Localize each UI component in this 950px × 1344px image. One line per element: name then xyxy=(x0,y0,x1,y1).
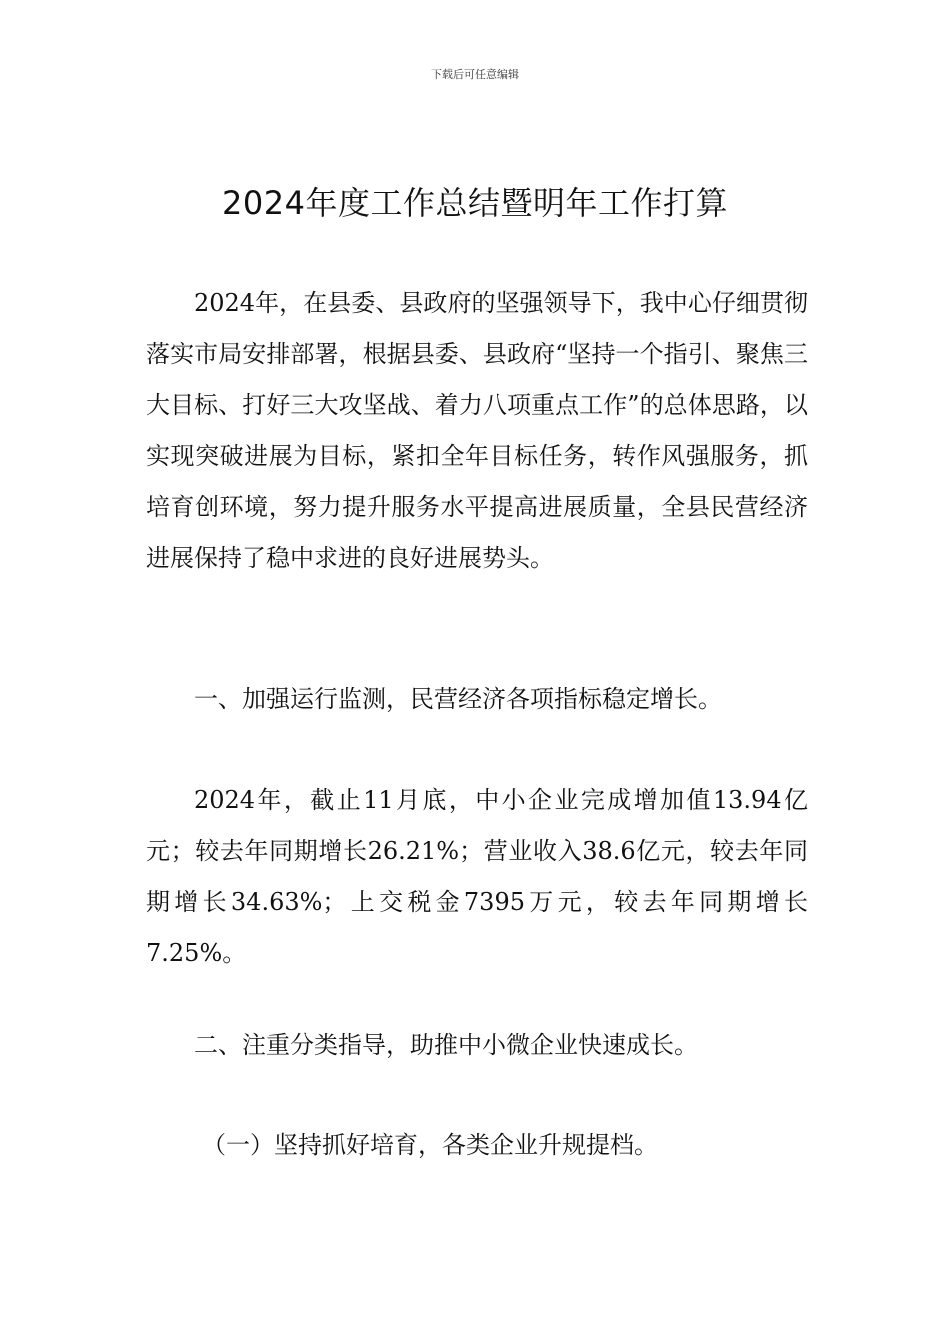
document-title: 2024年度工作总结暨明年工作打算 xyxy=(222,184,728,222)
section-1-paragraph: 2024年，截止11月底，中小企业完成增加值13.94亿元；较去年同期增长26.21%；营业收入38.6亿元，较去年同期增长34.63%；上交税金7395万元，较去年同期增长7.25%。 xyxy=(146,786,808,967)
section-1-heading: 一、加强运行监测，民营经济各项指标稳定增长。 xyxy=(194,685,722,713)
subsection-2-1-heading: （一）坚持抓好培育，各类企业升规提档。 xyxy=(202,1131,658,1159)
section-2-heading: 二、注重分类指导，助推中小微企业快速成长。 xyxy=(194,1031,698,1059)
header-note: 下载后可任意编辑 xyxy=(431,68,519,81)
intro-paragraph: 2024年，在县委、县政府的坚强领导下，我中心仔细贯彻落实市局安排部署，根据县委、县政府“坚持一个指引、聚焦三大目标、打好三大攻坚战、着力八项重点工作”的总体思路，以实现突破进展为目标，紧扣全年目标任务，转作风强服务，抓培育创环境，努力提升服务水平提高进展质量，全县民营经济进展保持了稳中求进的良好进展势头。 xyxy=(146,289,808,572)
